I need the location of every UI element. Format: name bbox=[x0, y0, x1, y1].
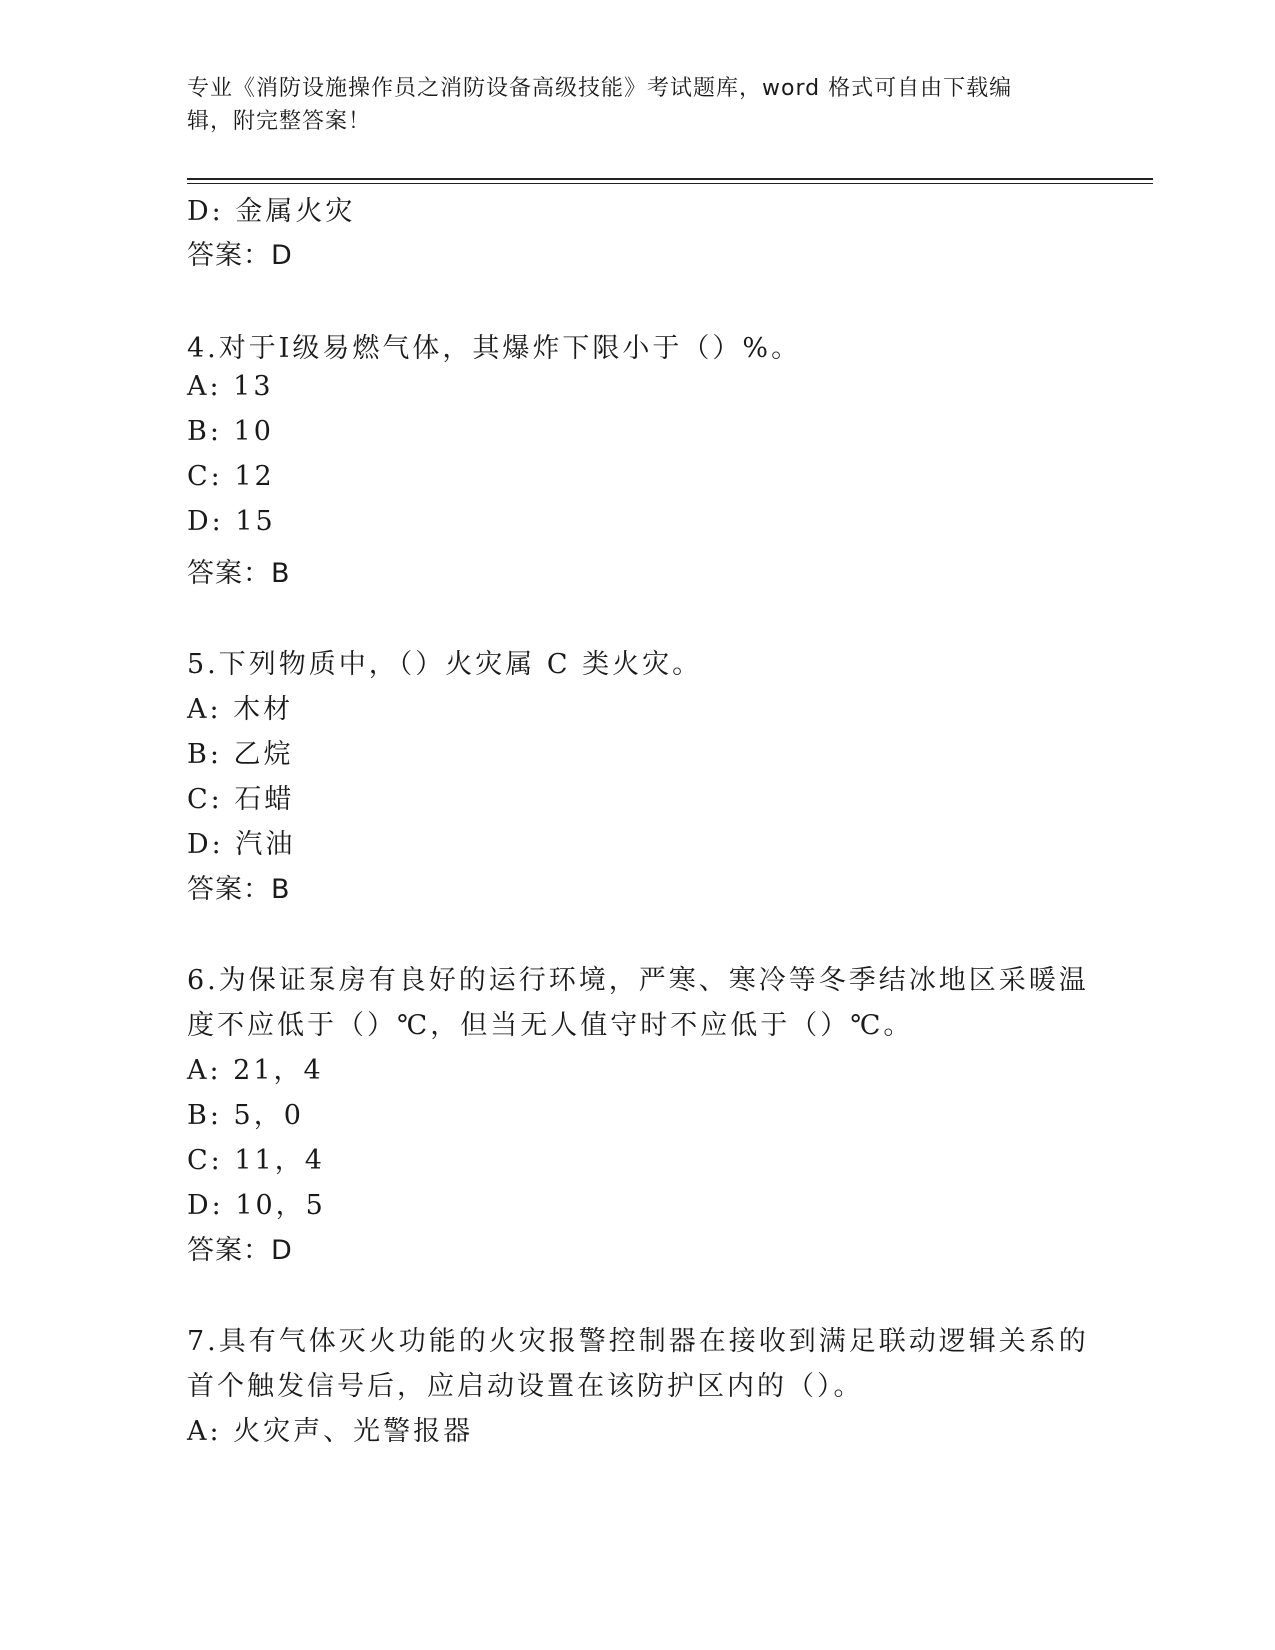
q6-answer: 答案：D bbox=[187, 1235, 293, 1266]
q6-option-c: C: 11，4 bbox=[187, 1145, 325, 1176]
q4-option-b: B: 10 bbox=[187, 416, 274, 447]
header-divider-thin bbox=[187, 183, 1153, 184]
q6-option-b: B: 5，0 bbox=[187, 1100, 304, 1131]
header-line-1: 专业《消防设施操作员之消防设备高级技能》考试题库，word 格式可自由下载编 bbox=[187, 76, 1013, 101]
document-header bbox=[187, 72, 1067, 138]
q7-stem-line-2: 首个触发信号后，应启动设置在该防护区内的（）。 bbox=[187, 1371, 864, 1402]
q5-answer: 答案：B bbox=[187, 874, 291, 905]
q6-option-a: A: 21，4 bbox=[187, 1055, 324, 1086]
q6-stem-line-1: 6.为保证泵房有良好的运行环境，严寒、寒冷等冬季结冰地区采暖温 bbox=[187, 965, 1089, 996]
q5-option-a: A: 木材 bbox=[187, 694, 294, 725]
q7-option-a: A: 火灾声、光警报器 bbox=[187, 1416, 474, 1447]
q4-option-c: C: 12 bbox=[187, 461, 275, 492]
q5-option-c: C: 石蜡 bbox=[187, 784, 295, 815]
q7-stem-line-1: 7.具有气体灭火功能的火灾报警控制器在接收到满足联动逻辑关系的 bbox=[187, 1326, 1089, 1357]
q5-stem: 5.下列物质中，（）火灾属 C 类火灾。 bbox=[187, 649, 703, 680]
q4-option-d: D: 15 bbox=[187, 506, 276, 537]
q5-option-b: B: 乙烷 bbox=[187, 739, 294, 770]
q3-answer: 答案：D bbox=[187, 240, 293, 271]
q6-stem-line-2: 度不应低于（）℃，但当无人值守时不应低于（）℃。 bbox=[187, 1010, 914, 1041]
header-line-2: 辑，附完整答案！ bbox=[187, 109, 372, 134]
q4-stem: 4.对于Ⅰ级易燃气体，其爆炸下限小于（）%。 bbox=[187, 333, 802, 364]
q4-answer: 答案：B bbox=[187, 558, 291, 589]
q6-option-d: D: 10，5 bbox=[187, 1190, 326, 1221]
q4-option-a: A: 13 bbox=[187, 371, 274, 402]
header-divider-thick bbox=[187, 178, 1153, 180]
q3-option-d: D: 金属火灾 bbox=[187, 196, 356, 227]
q5-option-d: D: 汽油 bbox=[187, 829, 296, 860]
